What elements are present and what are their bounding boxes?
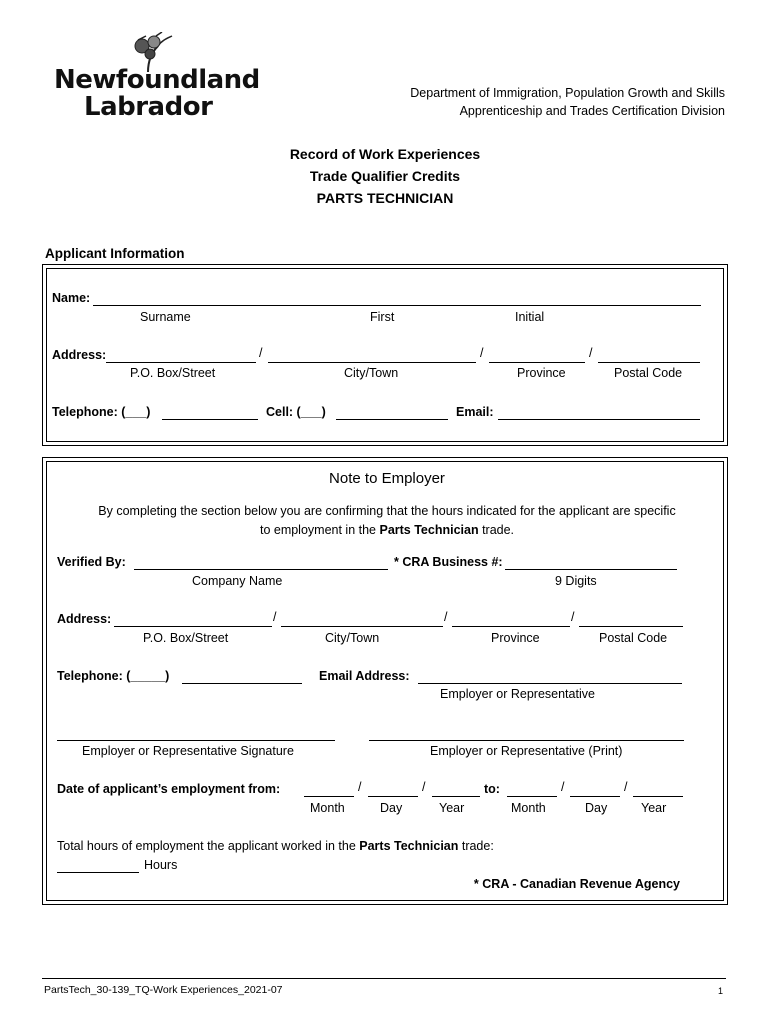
hours-text: Total hours of employment the applicant worked in the — [57, 839, 360, 853]
employer-city-field[interactable] — [281, 612, 443, 627]
cra-business-field[interactable] — [505, 555, 677, 570]
slash: / — [561, 780, 565, 794]
province-caption: Province — [517, 366, 566, 380]
employer-section-title: Note to Employer — [329, 470, 445, 487]
cra-footnote: * CRA - Canadian Revenue Agency — [473, 877, 680, 891]
footer-page-number: 1 — [718, 986, 724, 996]
applicant-cell-field[interactable] — [336, 405, 448, 420]
slash: / — [589, 346, 593, 360]
employer-telephone-field[interactable] — [182, 669, 302, 684]
slash: / — [358, 780, 362, 794]
applicant-postal-field[interactable] — [598, 348, 700, 363]
from-month-field[interactable] — [304, 782, 354, 797]
from-day-field[interactable] — [368, 782, 418, 797]
province-caption: Province — [491, 631, 540, 645]
employer-email-label: Email Address: — [319, 669, 410, 683]
employer-or-rep-caption: Employer or Representative — [440, 687, 595, 701]
applicant-name-label: Name: — [52, 291, 91, 305]
signature-caption: Employer or Representative Signature — [82, 744, 294, 758]
applicant-cell-label: Cell: (___) — [266, 405, 326, 419]
total-hours-text — [57, 839, 494, 853]
hours-unit: Hours — [144, 858, 178, 872]
pobox-caption: P.O. Box/Street — [130, 366, 216, 380]
print-name-field[interactable] — [369, 726, 684, 741]
to-year-field[interactable] — [633, 782, 683, 797]
postal-caption: Postal Code — [614, 366, 683, 380]
surname-caption: Surname — [140, 310, 191, 324]
from-day-caption: Day — [380, 801, 403, 815]
logo-line1: Newfoundland — [54, 65, 260, 95]
employer-province-field[interactable] — [452, 612, 570, 627]
to-month-caption: Month — [511, 801, 546, 815]
to-label: to: — [484, 782, 500, 796]
employer-note-line1: By completing the section below you are confirming that the hours indicated for the applicant are specific — [98, 504, 676, 518]
applicant-telephone-label: Telephone: (___) — [52, 405, 151, 419]
employer-pobox-field[interactable] — [114, 612, 272, 627]
print-caption: Employer or Representative (Print) — [430, 744, 623, 758]
from-month-caption: Month — [310, 801, 345, 815]
slash: / — [259, 346, 263, 360]
slash: / — [571, 610, 575, 624]
employer-telephone-label: Telephone: (_____) — [57, 669, 170, 683]
verified-by-label: Verified By: — [57, 555, 126, 569]
logo-line2: Labrador — [84, 92, 213, 122]
logo — [50, 32, 260, 127]
note-trade: Parts Technician — [379, 523, 479, 537]
to-year-caption: Year — [641, 801, 667, 815]
footer-divider — [42, 978, 726, 979]
slash: / — [273, 610, 277, 624]
applicant-name-field[interactable] — [93, 291, 701, 306]
applicant-province-field[interactable] — [489, 348, 585, 363]
note-text: to employment in the — [259, 523, 380, 537]
cra-business-label: * CRA Business #: — [394, 555, 503, 569]
city-caption: City/Town — [325, 631, 380, 645]
to-day-caption: Day — [585, 801, 608, 815]
applicant-email-label: Email: — [456, 405, 494, 419]
company-name-caption: Company Name — [192, 574, 283, 588]
slash: / — [624, 780, 628, 794]
hours-field[interactable] — [57, 858, 139, 873]
note-text: trade. — [478, 523, 515, 537]
employer-postal-field[interactable] — [579, 612, 683, 627]
hours-text: trade: — [458, 839, 494, 853]
applicant-city-field[interactable] — [268, 348, 476, 363]
to-month-field[interactable] — [507, 782, 557, 797]
applicant-address-label: Address: — [52, 348, 107, 362]
hours-trade: Parts Technician — [359, 839, 459, 853]
applicant-telephone-field[interactable] — [162, 405, 258, 420]
page-title-line3: PARTS TECHNICIAN — [316, 190, 454, 206]
applicant-section-title: Applicant Information — [45, 246, 185, 261]
slash: / — [444, 610, 448, 624]
page-title-line1: Record of Work Experiences — [289, 146, 481, 162]
employer-email-field[interactable] — [418, 669, 682, 684]
postal-caption: Postal Code — [599, 631, 668, 645]
footer-doc-id: PartsTech_30-139_TQ-Work Experiences_2021-07 — [44, 984, 283, 996]
department-text: Department of Immigration, Population Growth and Skills — [410, 86, 725, 100]
employer-address-label: Address: — [57, 612, 112, 626]
division-text: Apprenticeship and Trades Certification Division — [459, 104, 725, 118]
verified-by-field[interactable] — [134, 555, 388, 570]
from-year-caption: Year — [439, 801, 465, 815]
pobox-caption: P.O. Box/Street — [143, 631, 229, 645]
initial-caption: Initial — [515, 310, 545, 324]
signature-field[interactable] — [57, 726, 335, 741]
applicant-email-field[interactable] — [498, 405, 700, 420]
employer-note-line2 — [42, 523, 732, 537]
nine-digits-caption: 9 Digits — [555, 574, 597, 588]
page-title-line2: Trade Qualifier Credits — [309, 168, 461, 184]
from-year-field[interactable] — [432, 782, 480, 797]
slash: / — [422, 780, 426, 794]
to-day-field[interactable] — [570, 782, 620, 797]
applicant-pobox-field[interactable] — [106, 348, 256, 363]
slash: / — [480, 346, 484, 360]
city-caption: City/Town — [344, 366, 399, 380]
employment-date-label: Date of applicant’s employment from: — [57, 782, 281, 796]
first-caption: First — [370, 310, 395, 324]
